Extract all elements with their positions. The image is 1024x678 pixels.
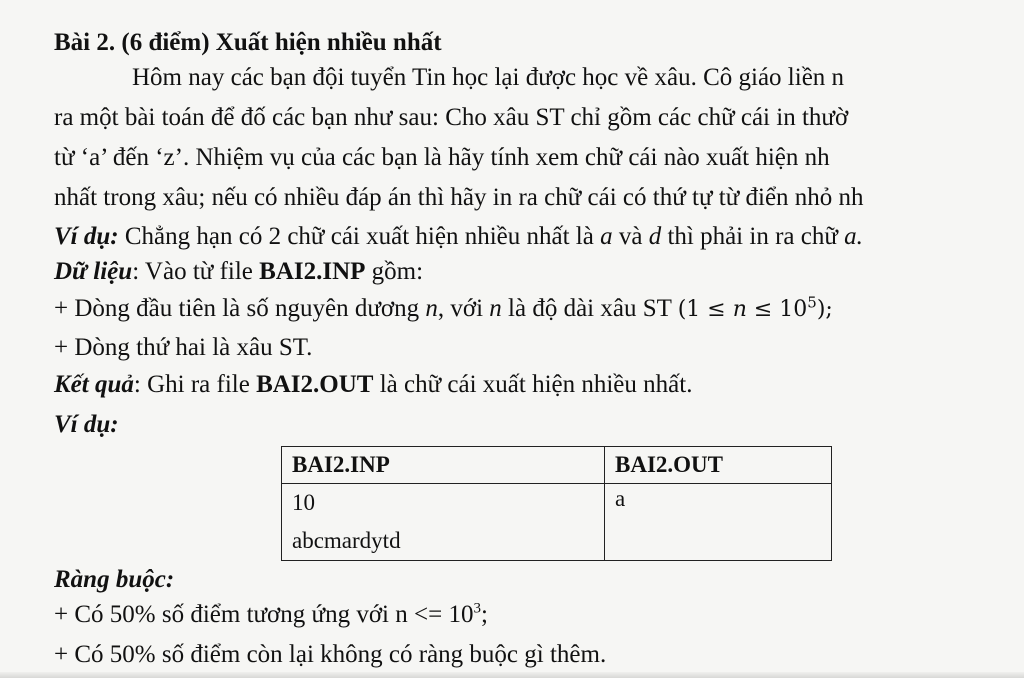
input-line-1-text-3: là độ dài xâu ST — [501, 295, 678, 322]
page-bottom-edge — [0, 672, 1024, 678]
example-table — [281, 446, 832, 561]
example-note-label: Ví dụ: — [54, 223, 119, 250]
table-cell-input — [282, 484, 605, 561]
output-file-name: BAI2.OUT — [256, 371, 374, 398]
example-note-a: a — [600, 223, 613, 250]
constraint-close: ); — [816, 297, 833, 322]
constraint-line-1-end: ; — [480, 601, 488, 628]
constraint-exponent: 5 — [807, 293, 817, 312]
var-n-2: n — [489, 295, 502, 322]
constraint-open: (1 ≤ — [677, 297, 733, 322]
example-note — [54, 222, 863, 252]
statement-line-1: Hôm nay các bạn đội tuyển Tin học lại được học về xâu. Cô giáo liền n — [132, 64, 845, 91]
input-value-n: 10 — [292, 490, 315, 515]
input-spec — [54, 257, 423, 287]
statement-line-4: nhất trong xâu; nếu có nhiều đáp án thì hãy in ra chữ cái có thứ tự từ điển nhỏ nh — [54, 184, 864, 211]
constraint-line-1-exponent: 3 — [473, 600, 481, 617]
example-note-text-2: và — [612, 223, 649, 250]
problem-title: Bài 2. (6 điểm) Xuất hiện nhiều nhất — [54, 29, 442, 56]
table-cell-output: a — [605, 484, 832, 561]
input-spec-text-2: gồm: — [365, 258, 424, 285]
input-spec-label: Dữ liệu — [54, 258, 133, 285]
input-line-2-spec: + Dòng thứ hai là xâu ST. — [54, 334, 313, 361]
output-spec-text-1: : Ghi ra file — [133, 371, 257, 398]
constraint-n: n — [732, 297, 747, 322]
table-header-output: BAI2.OUT — [605, 447, 832, 484]
input-line-1-text-2: , với — [437, 295, 490, 322]
var-n-1: n — [425, 295, 438, 322]
input-file-name: BAI2.INP — [259, 258, 366, 285]
output-spec-text-2: là chữ cái xuất hiện nhiều nhất. — [373, 371, 693, 398]
constraints-heading: Ràng buộc: — [54, 566, 175, 593]
constraint-line-1-text: + Có 50% số điểm tương ứng với n <= 10 — [54, 601, 474, 628]
output-spec-label: Kết quả — [54, 371, 134, 398]
example-note-text-3: thì phải in ra chữ — [661, 223, 845, 250]
input-line-1-text-1: + Dòng đầu tiên là số nguyên dương — [54, 295, 426, 322]
table-header-input: BAI2.INP — [282, 447, 605, 484]
constraint-line-1 — [54, 600, 488, 630]
constraint-line-2: + Có 50% số điểm còn lại không có ràng buộc gì thêm. — [54, 641, 607, 668]
output-spec — [54, 370, 692, 400]
example-note-a2: a. — [844, 223, 863, 250]
statement-line-3: từ ‘a’ đến ‘z’. Nhiệm vụ của các bạn là hãy tính xem chữ cái nào xuất hiện nh — [54, 144, 830, 171]
example-heading: Ví dụ: — [54, 411, 119, 438]
constraint-mid: ≤ 10 — [746, 297, 808, 322]
input-spec-text-1: : Vào từ file — [132, 258, 260, 285]
statement-line-2: ra một bài toán để đố các bạn như sau: Cho xâu ST chỉ gồm các chữ cái in thườ — [54, 104, 849, 131]
example-note-d: d — [648, 223, 662, 250]
constraint-formula — [677, 293, 833, 322]
table-row — [282, 484, 832, 561]
input-value-string: abcmardytd — [292, 528, 401, 553]
table-header-row — [282, 447, 832, 484]
example-note-text-1: Chẳng hạn có 2 chữ cái xuất hiện nhiều nhất là — [118, 223, 601, 250]
input-line-1-spec — [54, 294, 833, 325]
